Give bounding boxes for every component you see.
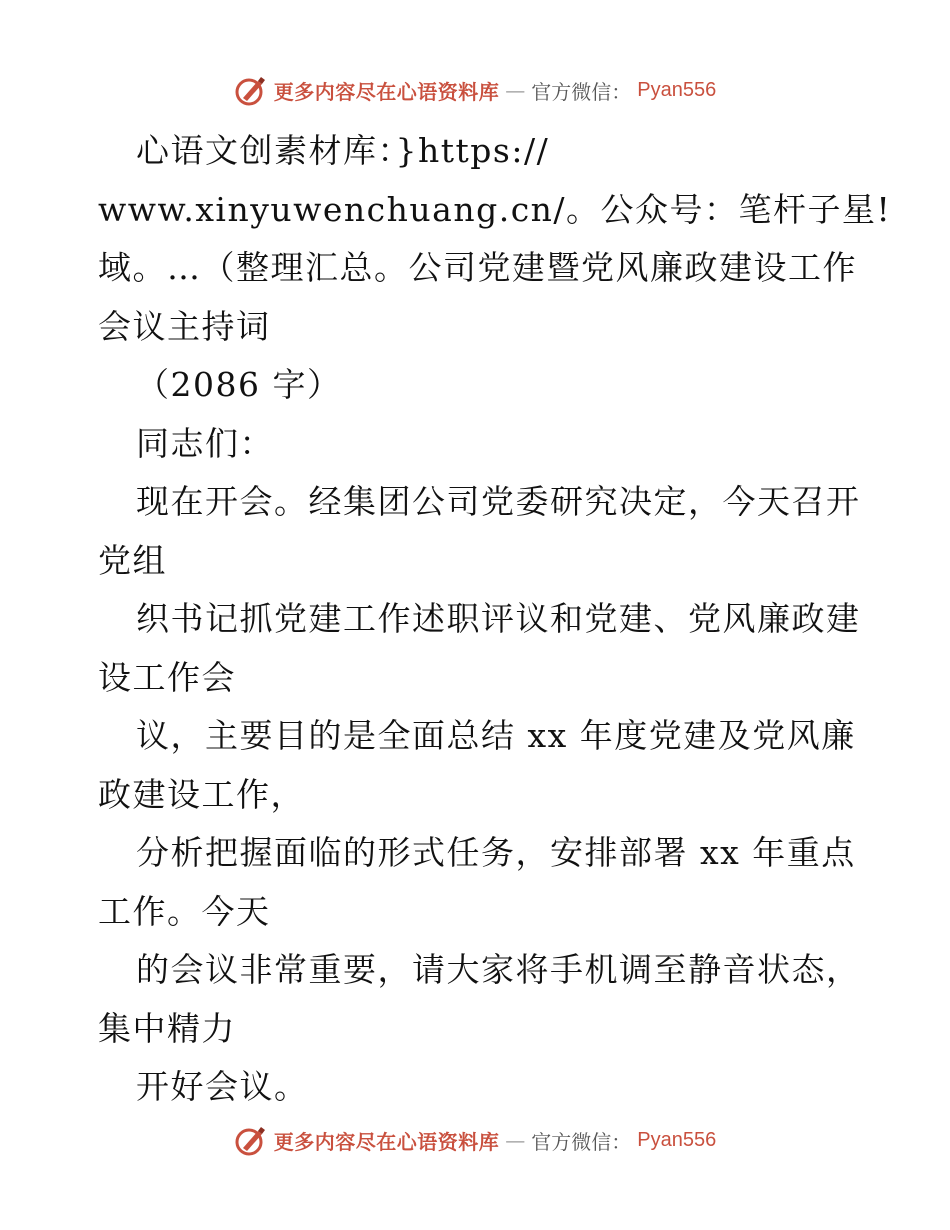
watermark-dash: — bbox=[505, 1128, 526, 1152]
text-line: 心语文创素材库：}https:// bbox=[136, 131, 550, 170]
text-line: 设工作会 bbox=[98, 657, 236, 697]
watermark-contact-label: 官方微信： bbox=[531, 79, 632, 104]
text-line: 议，主要目的是全面总结 xx 年度党建及党风廉 bbox=[136, 716, 856, 755]
header-watermark bbox=[0, 72, 950, 108]
text-line: 开好会议。 bbox=[136, 1067, 309, 1106]
text-line: 分析把握面临的形式任务，安排部署 xx 年重点 bbox=[136, 833, 856, 872]
watermark-wechat-id: Pyan556 bbox=[637, 78, 717, 101]
text-line: www.xinyuwenchuang.cn/。公众号：笔杆子星! bbox=[98, 189, 892, 229]
pen-in-circle-logo-icon bbox=[234, 73, 268, 107]
text-line: 的会议非常重要，请大家将手机调至静音状态， bbox=[136, 950, 861, 989]
footer-watermark bbox=[0, 1122, 950, 1158]
watermark-contact-label: 官方微信： bbox=[531, 1129, 632, 1154]
word-count: （2086 字） bbox=[136, 365, 342, 404]
text-line: 政建设工作， bbox=[98, 774, 305, 814]
text-line: 织书记抓党建工作述职评议和党建、党风廉政建 bbox=[136, 599, 861, 638]
text-line: 工作。今天 bbox=[98, 891, 271, 931]
watermark-dash: — bbox=[505, 78, 526, 102]
pen-in-circle-logo-icon bbox=[234, 1123, 268, 1157]
salutation: 同志们： bbox=[136, 423, 274, 463]
watermark-brand: 更多内容尽在心语资料库 bbox=[273, 79, 500, 104]
watermark-brand: 更多内容尽在心语资料库 bbox=[273, 1129, 500, 1154]
document-body bbox=[98, 122, 892, 1117]
text-line: 域。…（整理汇总。公司党建暨党风廉政建设工作 bbox=[98, 248, 857, 287]
text-line: 现在开会。经集团公司党委研究决定，今天召开 bbox=[136, 482, 861, 521]
text-line: 党组 bbox=[98, 540, 167, 580]
watermark-wechat-id: Pyan556 bbox=[637, 1128, 717, 1151]
text-line: 集中精力 bbox=[98, 1008, 236, 1048]
text-line: 会议主持词 bbox=[98, 306, 271, 346]
